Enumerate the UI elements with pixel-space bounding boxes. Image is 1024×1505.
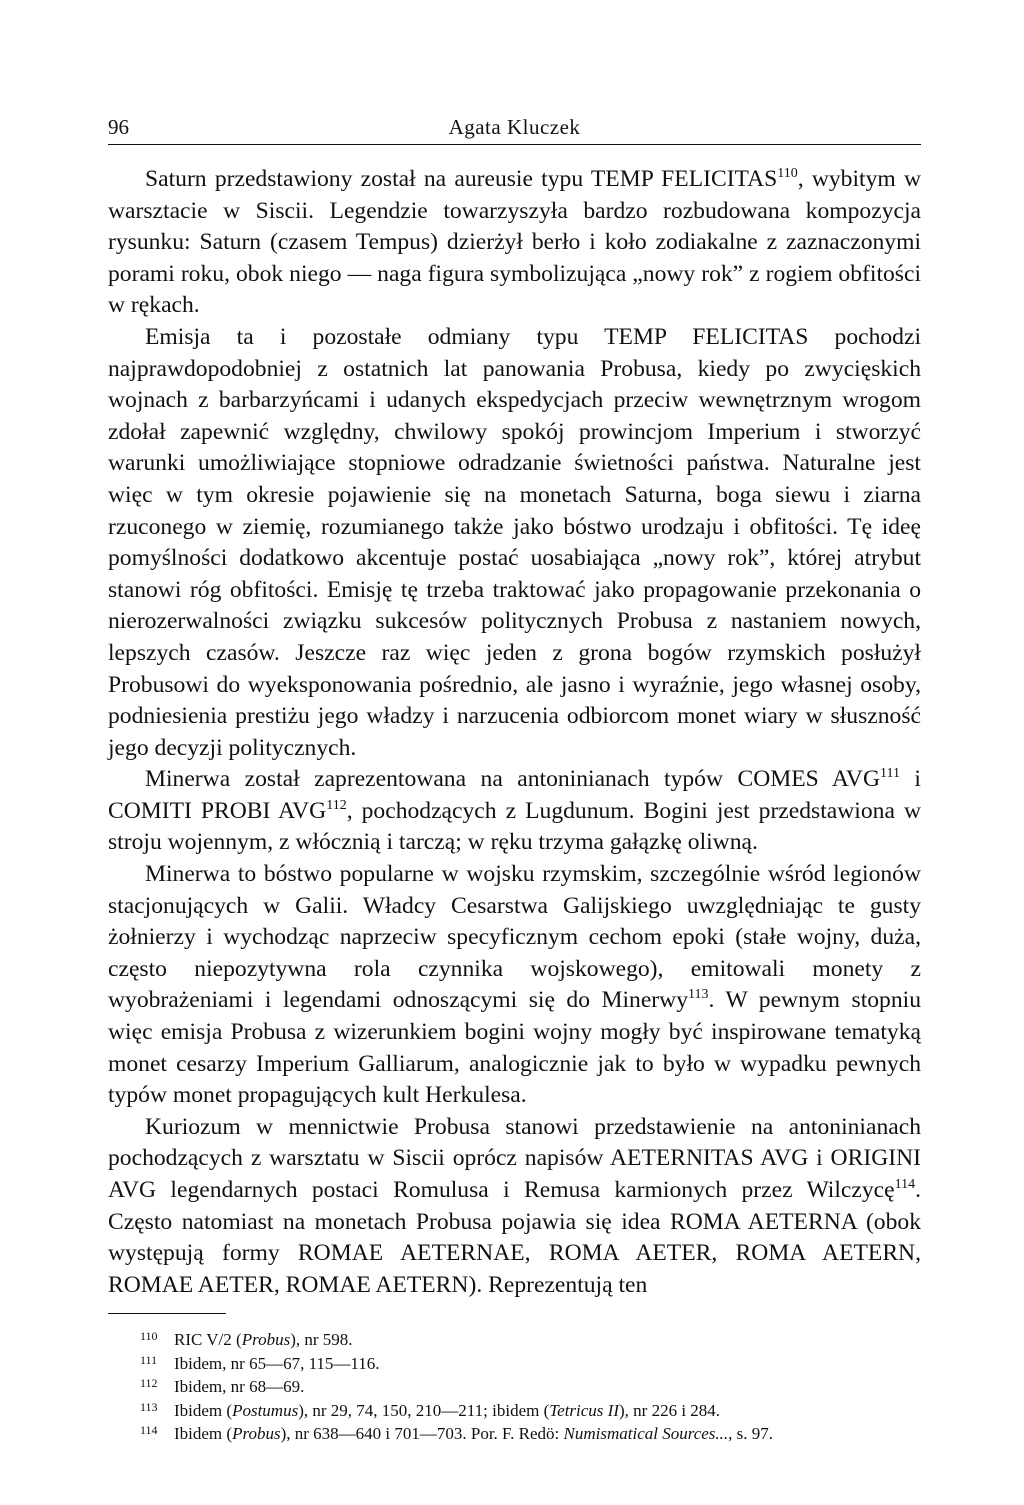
text-run: Ibidem, nr 65—67, 115—116.	[174, 1353, 380, 1373]
text-run: . W pewnym stopniu więc emisja Probusa z wizerunkiem bogini wojny mogły być inspirowane tematyką monet cesarzy Imperium Galliarum, analogicznie jak to było w wypadku pewnych typów monet propagujących kult Herkulesa.	[108, 987, 922, 1109]
italic-title: Tetricus II	[549, 1400, 619, 1420]
footnote: 110 RIC V/2 (Probus), nr 598.	[140, 1329, 353, 1350]
text-run: RIC V/2 (	[174, 1330, 242, 1350]
running-head	[108, 104, 921, 145]
paragraph	[108, 859, 921, 1112]
footnote-ref: 110	[777, 166, 798, 181]
text-run: ), nr 638—640 i 701—703. Por. F. Redö:	[280, 1424, 564, 1443]
text-run: , pochodzących z Lugdunum. Bogini jest przedstawiona w stroju wojennym, z włócznią i tarczą; w ręku trzyma gałązkę oliwną.	[108, 797, 921, 856]
footnote-separator	[108, 1313, 226, 1314]
text-run: ), nr 226 i 284.	[619, 1400, 721, 1420]
text-run: i COMITI PROBI AVG	[108, 766, 921, 824]
italic-title: Probus	[232, 1424, 281, 1443]
text-run: Emisja ta i pozostałe odmiany typu TEMP FELICITAS pochodzi najprawdopodobniej z ostatnich lat panowania Probusa, kiedy po zwycięskich wojnach z barbarzyńcami i udanych ekspedycjach przeciw wewnętrznym wrogom zdołał zapewnić względny, chwilowy spokój prowincjom Imperium i stworzyć warunki umożliwiające stopniowe odradzanie świetności państwa. Naturalne jest więc w tym okresie pojawienie się na monetach Saturna, boga siewu i ziarna rzuconego w ziemię, rozumianego także jako bóstwo urodzaju i obfitości. Tę ideę pomyślności dodatkowo akcentuje postać uosabiająca „nowy rok”, której atrybut stanowi róg obfitości. Emisję tę trzeba traktować jako propagowanie przekonania o nierozerwalności związku sukcesów politycznych Probusa z nastaniem nowych, lepszych czasów. Jeszcze raz więc jeden z grona bogów rzymskich posłużył Probusowi do wyeksponowania pośrednio, ale jasno i wyraźnie, jego własnej osoby, podniesienia prestiżu jego władzy i narzucenia odbiorcom monet wiary w słuszność jego decyzji politycznych.	[108, 323, 921, 761]
body-text	[108, 164, 921, 1301]
italic-title: Probus	[241, 1330, 291, 1350]
text-run: Minerwa został zaprezentowana na antoninianach typów COMES AVG	[145, 766, 880, 793]
paragraph	[108, 164, 921, 322]
paragraph	[108, 1112, 921, 1302]
footnote: 113 Ibidem (Postumus), nr 29, 74, 150, 210—211; ibidem (Tetricus II), nr 226 i 284.	[140, 1399, 721, 1420]
text-run: , s. 97.	[728, 1424, 774, 1443]
footnote-ref: 113	[688, 987, 709, 1003]
footnote-ref: 114	[894, 1177, 916, 1192]
footnote: 111 Ibidem, nr 65—67, 115—116.	[140, 1352, 380, 1373]
text-run: Ibidem (	[174, 1424, 233, 1443]
text-run: Ibidem, nr 68—69.	[174, 1377, 305, 1397]
footnotes	[108, 1328, 921, 1445]
footnote: 114 Ibidem (Probus), nr 638—640 i 701—703. Por. F. Redö: Numismatical Sources..., s. 97.	[140, 1423, 774, 1443]
paragraph	[108, 764, 921, 859]
text-run: Kuriozum w mennictwie Probusa stanowi przedstawienie na antoninianach pochodzących z warsztatu w Siscii oprócz napisów AETERNITAS AVG i ORIGINI AVG legendarnych postaci Romulusa i Remusa karmionych przez Wilczycę	[108, 1113, 921, 1203]
footnote-ref: 111	[880, 766, 900, 782]
italic-title: Postumus	[232, 1400, 299, 1420]
text-run: , wybitym w warsztacie w Siscii. Legendzie towarzyszyła bardzo rozbudowana kompozycja rysunku: Saturn (czasem Tempus) dzierżył berło i koło zodiakalne z zaznaczonymi porami roku, obok niego — naga figura symbolizująca „nowy rok” z rogiem obfitości w rękach.	[108, 166, 921, 319]
text-run: Ibidem (	[174, 1400, 233, 1420]
paragraph	[108, 322, 921, 764]
page-number: 96	[108, 115, 129, 139]
text-run: ), nr 598.	[290, 1330, 353, 1350]
italic-title: Numismatical Sources...	[563, 1424, 729, 1443]
footnote-ref: 112	[326, 797, 347, 813]
footnote: 112 Ibidem, nr 68—69.	[140, 1376, 305, 1397]
text-run: . Często natomiast na monetach Probusa pojawia się idea ROMA AETERNA (obok występują formy ROMAE AETERNAE, ROMA AETER, ROMA AETERN, ROMAE AETER, ROMAE AETERN). Reprezentują ten	[108, 1177, 921, 1298]
text-run: ), nr 29, 74, 150, 210—211; ibidem (	[298, 1400, 550, 1420]
text-run: Saturn przedstawiony został na aureusie typu TEMP FELICITAS	[145, 166, 778, 192]
running-title: Agata Kluczek	[448, 115, 581, 139]
text-run: Minerwa to bóstwo popularne w wojsku rzymskim, szczególnie wśród legionów stacjonujących w Galii. Władcy Cesarstwa Galijskiego uwzględniając te gusty żołnierzy i wychodząc naprzeciw specyficznym cechom epoki (stałe wojny, duża, często niepozytywna rola czynnika wojskowego), emitowali monety z wyobrażeniami i legendami odnoszącymi się do Minerwy	[108, 861, 921, 1014]
